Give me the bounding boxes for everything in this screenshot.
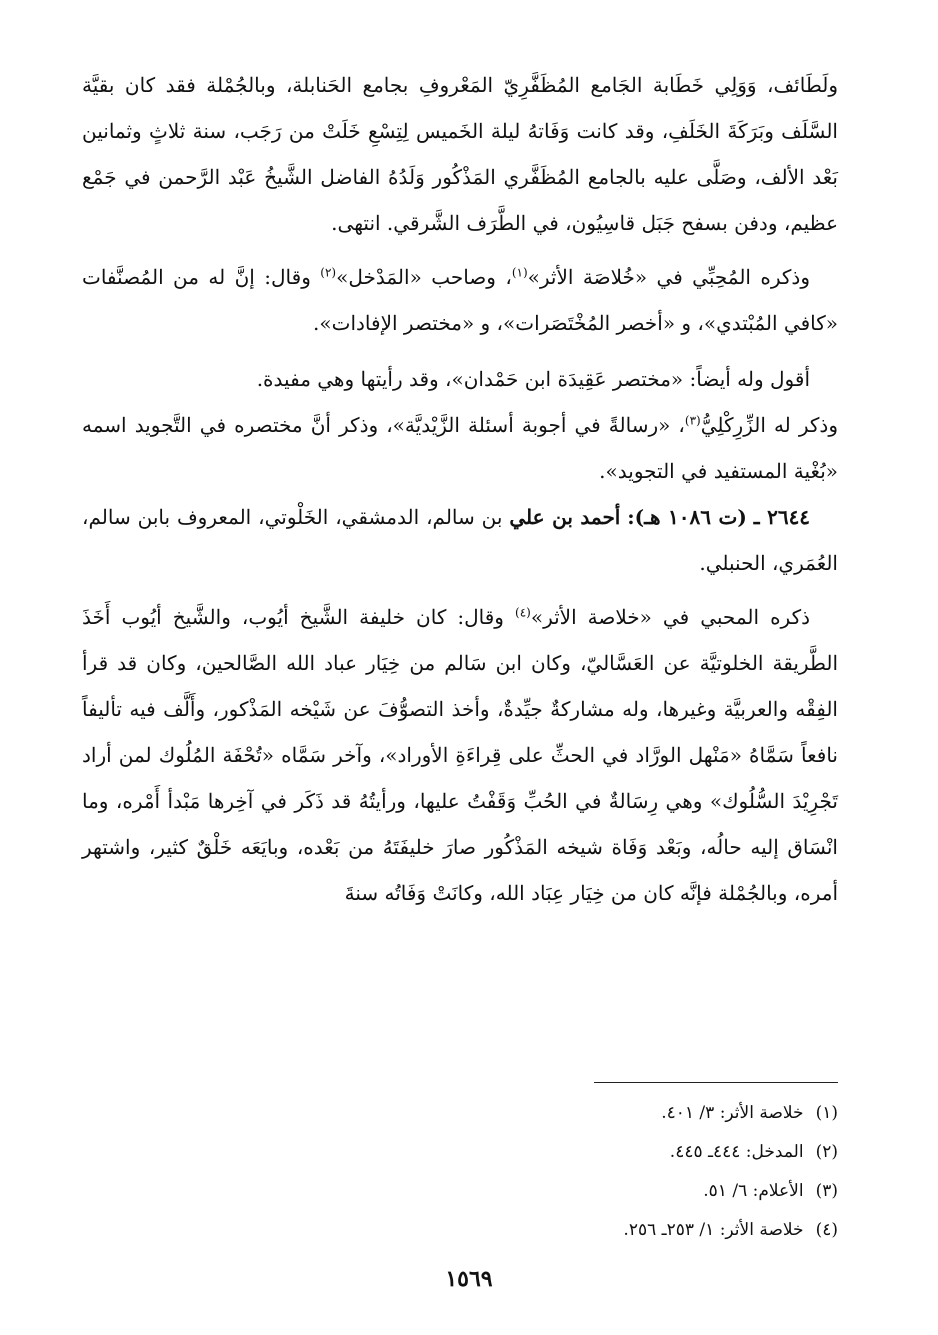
footnote-text: المدخل: ٤٤٤ـ ٤٤٥. (669, 1142, 804, 1162)
footnote-text: خلاصة الأثر: ٣/ ٤٠١. (661, 1103, 804, 1123)
footnote-ref-1: (١) (511, 265, 528, 280)
paragraph-author-note: أقول وله أيضاً: «مختصر عَقِيدَة ابن حَمْدان»، وقد رأيتها وهي مفيدة. (256, 367, 810, 391)
footnote-2 (238, 1133, 838, 1172)
footnote-4 (238, 1211, 838, 1250)
text-segment: ذكره المحبي في «خلاصة الأثر» (530, 605, 811, 629)
entry-name: أحمد بن علي (509, 505, 621, 529)
footnote-divider (594, 1082, 838, 1083)
paragraph-biography-end: ولَطَائف، وَوَلِي خَطَابة الجَامع المُظَفَّرِيّ المَعْروفِ بجامع الحَنابلة، وبالجُمْلة فقد كان بقيَّة السَّلَف وبَرَكَةَ الخَلَفِ، وقد كانت وَفَاتهُ ليلة الخَميس لِتِسْعِ خَلَتْ من رَجَب، سنة ثلاثٍ وثمانين بَعْد الألف، وصَلَّى عليه بالجامع المُظَفَّري المَذْكُور وَلَدُهُ الفاضل الشَّيخُ عَبْد الرَّحمن في جَمْع عظيم، ودفن بسفح جَبَل قاسِيُون، في الطَّرَف الشَّرقي. انتهى. (82, 73, 838, 235)
footnote-number: (٣) (815, 1181, 838, 1201)
footnote-text: خلاصة الأثر: ١/ ٢٥٣ـ ٢٥٦. (623, 1220, 804, 1240)
paragraph-muhibbi-biography (82, 594, 838, 916)
main-text (82, 62, 838, 916)
footnote-ref-2: (٢) (320, 265, 337, 280)
footnote-number: (٢) (815, 1142, 838, 1162)
text-segment: وقال: إنَّ له من المُصنَّفات «كافي المُبْتدي»، و «أخصر المُخْتَصَرات»، و «مختصر الإفادات». (82, 265, 838, 335)
footnotes (238, 1094, 838, 1250)
paragraph-zirikli-citation (82, 402, 838, 494)
page-number: ١٥٦٩ (445, 1266, 493, 1292)
footnote-number: (١) (815, 1103, 838, 1123)
entry-heading (82, 494, 838, 586)
text-segment: ، وصاحب «المَدْخل» (336, 265, 512, 289)
text-segment: وقال: كان خليفة الشَّيخ أيُوب، والشَّيخ أيُوب أَخَذَ الطَّريقة الخلوتيَّة عن العَسَّاليّ، وكان ابن سَالم من خِيَار عباد الله الصَّالحين، وكان قد قرأ الفِقْه والعربيَّة وغيرها، وله مشاركةٌ جيِّدةٌ، وأخذ التصوُّفَ عن شَيْخه المَذْكور، وأَلَّف فيه تأليفاً نافعاً سَمَّاهُ «مَنْهل الورَّاد في الحثِّ على قِراءَةِ الأوراد»، وآخر سَمَّاه «تُحْفَة المُلُوك لمن أراد تَجْرِيْدَ السُّلُوك» وهي رِسَالةٌ في الحُبِّ وَقَفْتُ عليها، ورأيتُهُ قد ذَكَر في آخِرها مَبْدأ أَمْره، وما انْسَاق إليه حالُه، وبَعْد وَفَاة شيخه المَذْكُور صارَ خليفَتَهُ من بَعْده، وبايَعَه خَلْقٌ كثير، واشتهر أمره، وبالجُمْلة فإنَّه كان من خِيَار عِبَاد الله، وكانَتْ وَفَاتُه سنةَ (82, 605, 838, 905)
text-segment: ، «رسالةً في أجوبة أسئلة الزَّيْديَّة»، وذكر أنَّ مختصره في التَّجويد اسمه «بُغْية المستفيد في التجويد». (82, 413, 838, 483)
text-segment: وذكر له الزِّرِكْلِيُّ (700, 413, 838, 437)
footnote-3 (238, 1172, 838, 1211)
text-segment: وذكره المُحِبِّي في «خُلاصَة الأثر» (527, 265, 810, 289)
footnote-number: (٤) (815, 1220, 838, 1240)
entry-number: ٢٦٤٤ ـ (753, 505, 811, 529)
footnote-ref-3: (٣) (684, 413, 701, 428)
entry-name-rest: بن سالم، الدمشقي، الخَلْوتي، المعروف بابن سالم، العُمَري، الحنبلي. (82, 505, 838, 575)
footnote-ref-4: (٤) (515, 605, 531, 620)
paragraph-muhibbi-citation (82, 254, 838, 346)
footnote-1 (238, 1094, 838, 1133)
footnote-text: الأعلام: ٦/ ٥١. (703, 1181, 804, 1201)
entry-death-date: (ت ١٠٨٦ هـ): (627, 505, 747, 529)
